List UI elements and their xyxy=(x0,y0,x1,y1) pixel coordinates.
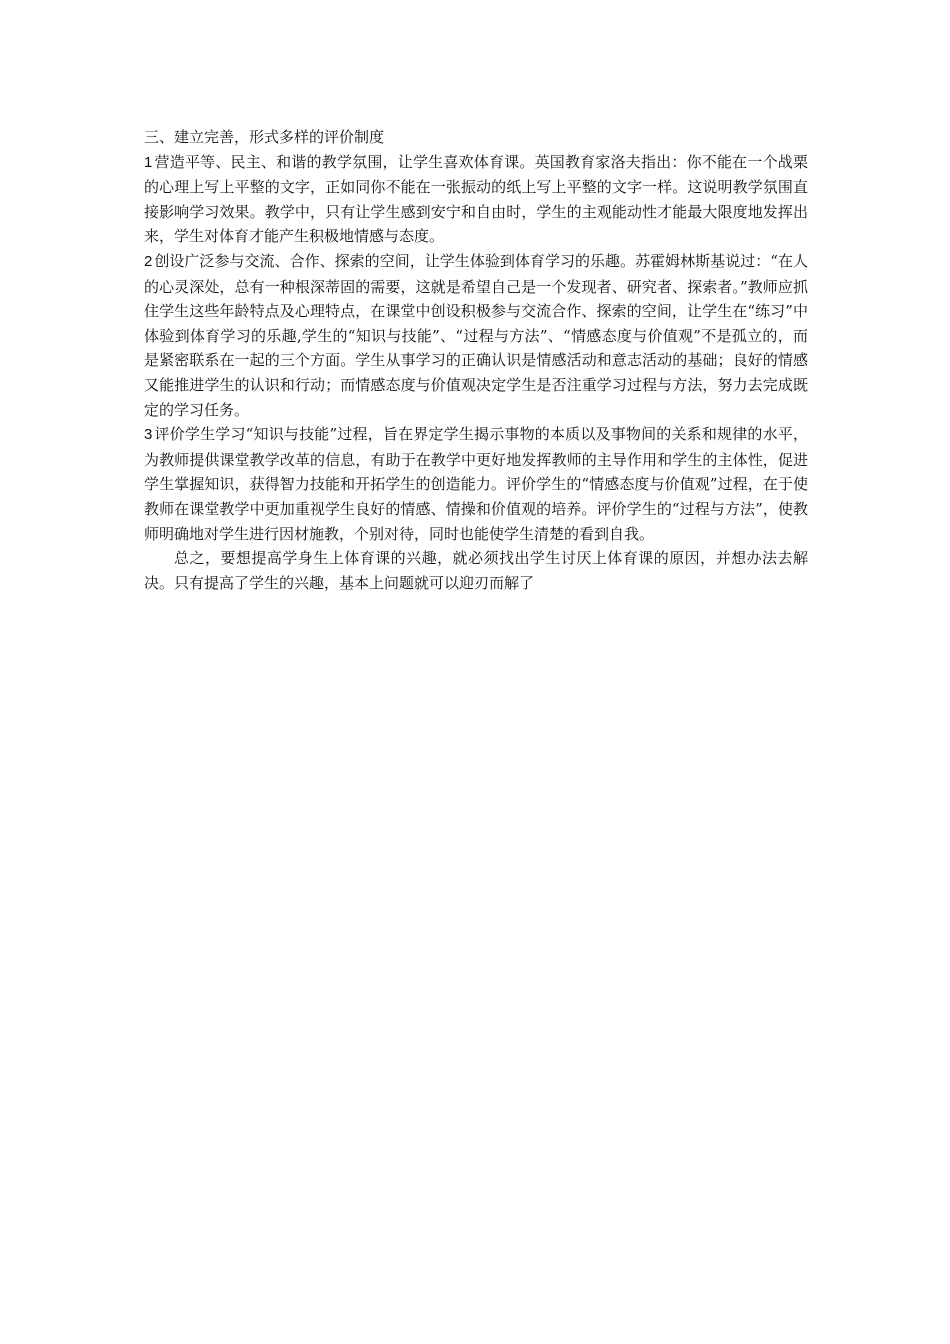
paragraph-2 xyxy=(144,249,808,422)
paragraph-3-number: 3 xyxy=(144,426,153,444)
paragraph-3 xyxy=(144,422,808,546)
paragraph-1 xyxy=(144,150,808,249)
section-heading: 三、建立完善，形式多样的评价制度 xyxy=(144,128,385,146)
paragraph-1-text: 营造平等、民主、和谐的教学氛围，让学生喜欢体育课。英国教育家洛夫指出：你不能在一个战栗的心理上写上平整的文字，正如同你不能在一张振动的纸上写上平整的文字一样。这说明教学氛围直接影响学习效果。教学中，只有让学生感到安宁和自由时，学生的主观能动性才能最大限度地发挥出来，学生对体育才能产生积极地情感与态度。 xyxy=(144,152,808,246)
paragraph-2-text: 创设广泛参与交流、合作、探索的空间，让学生体验到体育学习的乐趣。苏霍姆林斯基说过：“在人的心灵深处，总有一种根深蒂固的需要，这就是希望自己是一个发现者、研究者、探索者。”教师应抓住学生这些年龄特点及心理特点，在课堂中创设积极参与交流合作、探索的空间，让学生在“练习”中体验到体育学习的乐趣,学生的“知识与技能”、“过程与方法”、“情感态度与价值观”不是孤立的，而是紧密联系在一起的三个方面。学生从事学习的正确认识是情感活动和意志活动的基础；良好的情感又能推进学生的认识和行动；而情感态度与价值观决定学生是否注重学习过程与方法，努力去完成既定的学习任务。 xyxy=(144,251,808,419)
paragraph-3-text: 评价学生学习“知识与技能”过程，旨在界定学生揭示事物的本质以及事物间的关系和规律的水平，为教师提供课堂教学改革的信息，有助于在教学中更好地发挥教师的主导作用和学生的主体性，促进学生掌握知识，获得智力技能和开拓学生的创造能力。评价学生的“情感态度与价值观”过程，在于使教师在课堂教学中更加重视学生良好的情感、情操和价值观的培养。评价学生的“过程与方法”，使教师明确地对学生进行因材施教，个别对待，同时也能使学生清楚的看到自我。 xyxy=(144,425,808,543)
conclusion-paragraph: 总之，要想提高学身生上体育课的兴趣，就必须找出学生讨厌上体育课的原因，并想办法去解决。只有提高了学生的兴趣，基本上问题就可以迎刃而解了 xyxy=(144,549,808,592)
document-body xyxy=(144,125,808,595)
paragraph-2-number: 2 xyxy=(144,252,153,270)
paragraph-1-number: 1 xyxy=(144,153,153,171)
